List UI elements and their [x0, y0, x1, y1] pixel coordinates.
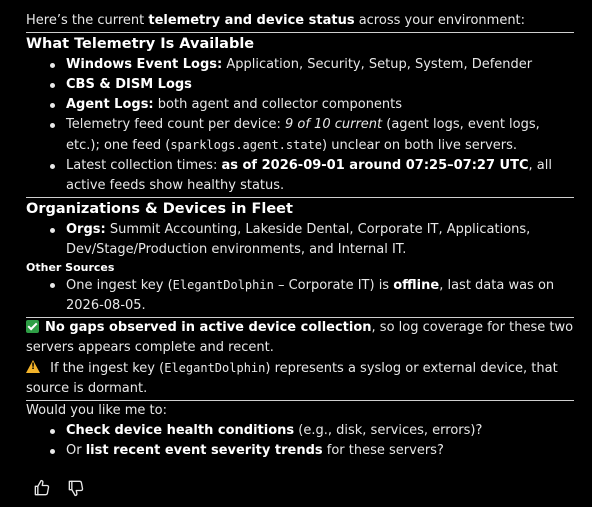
- thumbs-down-icon[interactable]: [66, 478, 86, 498]
- telemetry-heading: What Telemetry Is Available: [26, 36, 255, 52]
- intro-text: Here’s the current telemetry and device status across your environment:: [26, 13, 526, 28]
- other-sources-list: [26, 275, 574, 316]
- followup-question: Would you like me to:: [26, 403, 167, 418]
- list-item: Agent Logs: both agent and collector components: [50, 95, 574, 115]
- check-mark-icon: [26, 320, 39, 333]
- warning-icon: [26, 360, 40, 373]
- orgs-list: [26, 220, 574, 260]
- list-item: Check device health conditions (e.g., disk, services, errors)?: [50, 421, 574, 441]
- no-gaps-note: No gaps observed in active device collection, so log coverage for these two servers appears complete and recent.: [26, 320, 574, 355]
- list-item: Windows Event Logs: Application, Security, Setup, System, Defender: [50, 55, 574, 75]
- list-item: One ingest key (ElegantDolphin – Corporate IT) is offline, last data was on 2026-08-05.: [50, 275, 574, 316]
- list-item: Latest collection times: as of 2026-09-01 around 07:25–07:27 UTC, all active feeds show healthy status.: [50, 156, 574, 196]
- list-item: Telemetry feed count per device: 9 of 10 current (agent logs, event logs, etc.); one feed (sparklogs.agent.state) unclear on both live servers.: [50, 115, 574, 156]
- warning-note: ! If the ingest key (ElegantDolphin) represents a syslog or external device, that source is dormant.: [26, 358, 574, 399]
- list-item: Or list recent event severity trends for these servers?: [50, 441, 574, 461]
- thumbs-up-icon[interactable]: [32, 478, 52, 498]
- telemetry-list: [26, 55, 574, 196]
- other-sources-heading: Other Sources: [26, 261, 115, 274]
- orgs-heading: Organizations & Devices in Fleet: [26, 201, 293, 217]
- list-item: Orgs: Summit Accounting, Lakeside Dental, Corporate IT, Applications, Dev/Stage/Production environments, and Internal IT.: [50, 220, 574, 260]
- feedback-bar: [32, 478, 86, 498]
- list-item: CBS & DISM Logs: [50, 75, 574, 95]
- followup-options: [26, 421, 574, 461]
